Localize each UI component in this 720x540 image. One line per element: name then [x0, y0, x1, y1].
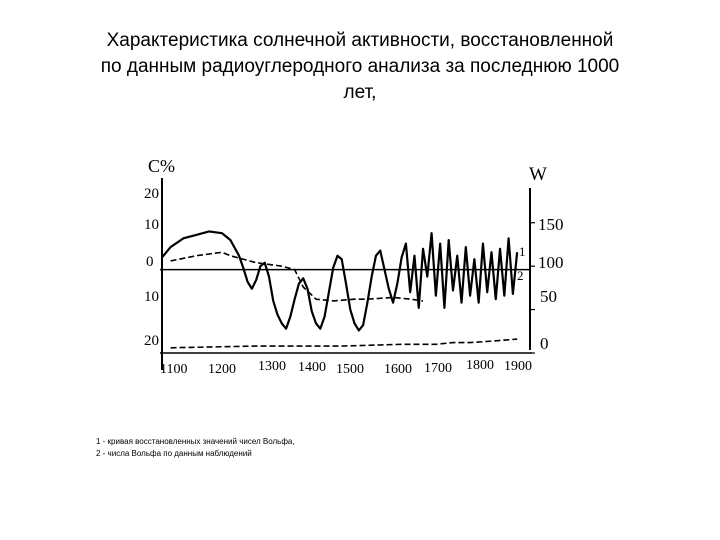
left-tick-label: 10 — [144, 217, 159, 233]
caption-line-1: 1 - кривая восстановленных значений чисел Вольфа, — [96, 437, 295, 446]
right-tick-label: 100 — [538, 253, 564, 272]
left-tick-label: 20 — [144, 333, 159, 349]
right-tick-label: 50 — [540, 287, 557, 306]
x-tick-label: 1600 — [384, 362, 412, 377]
right-tick-label: 150 — [538, 215, 564, 234]
title-line-3: лет, — [343, 82, 377, 103]
caption-line-2: 2 - числа Вольфа по данным наблюдений — [96, 449, 252, 458]
x-tick-label: 1700 — [424, 361, 452, 376]
x-tick-label: 1100 — [160, 362, 188, 377]
curve-label-1: 1 — [519, 244, 526, 259]
title-line-1: Характеристика солнечной активности, восстановленной — [106, 30, 614, 51]
legend-caption — [96, 436, 295, 460]
right-tick-label: 0 — [540, 334, 549, 353]
left-tick-label: 0 — [146, 254, 154, 270]
left-tick-label: 20 — [144, 186, 159, 202]
x-tick-label: 1400 — [298, 360, 326, 375]
x-tick-label: 1800 — [466, 358, 494, 373]
curve-label-2: 2 — [517, 268, 524, 283]
x-tick-label: 1900 — [504, 359, 532, 374]
series-line-2-dashed-2 — [171, 339, 518, 348]
left-tick-label: 10 — [144, 289, 159, 305]
x-tick-label: 1300 — [258, 359, 286, 374]
right-axis-label: W — [529, 164, 547, 185]
left-axis-label: C% — [148, 156, 175, 176]
series-line-1 — [162, 231, 517, 330]
x-tick-label: 1200 — [208, 362, 236, 377]
title-line-2: по данным радиоуглеродного анализа за последнюю 1000 — [100, 56, 620, 77]
x-tick-label: 1500 — [336, 362, 364, 377]
